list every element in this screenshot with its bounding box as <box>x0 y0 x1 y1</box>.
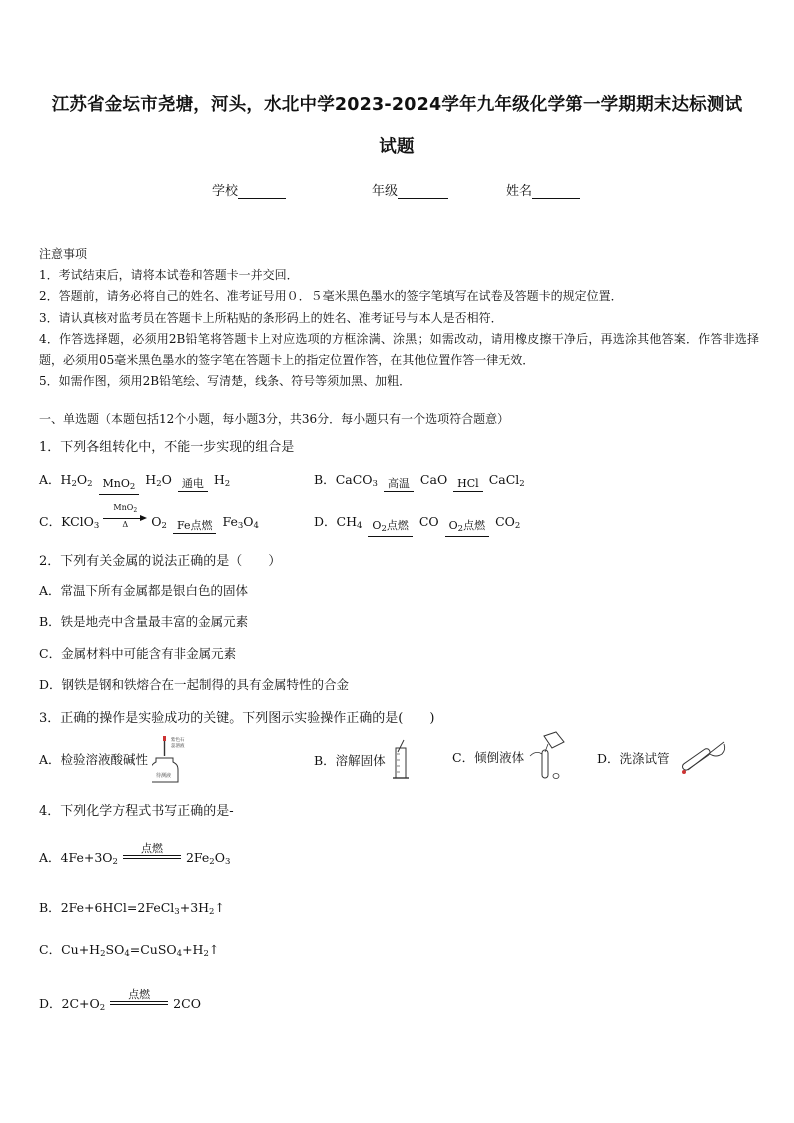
name-label: 姓名 <box>506 184 533 199</box>
svg-text:蕊溶液: 蕊溶液 <box>171 744 185 749</box>
q4-option-b[interactable]: B．$2Fe+6HCl=2FeCl_3+3H_2↑$ <box>39 900 225 917</box>
notes-block <box>39 244 759 392</box>
student-info-row <box>0 180 794 202</box>
q4-option-d[interactable]: D．$2C+O_2$ 点燃 2CO <box>39 988 201 1013</box>
q4-option-c[interactable]: C．$Cu+H_2SO_4=CuSO_4+H_2↑$ <box>39 942 220 959</box>
reaction-arrow: MnO$_2$ Δ <box>103 512 147 524</box>
reaction-arrow: HCl <box>453 478 483 492</box>
graduated-cylinder-icon <box>390 738 412 782</box>
name-field[interactable] <box>506 180 580 199</box>
grade-label: 年级 <box>372 184 399 199</box>
svg-text:紫色石: 紫色石 <box>171 738 185 743</box>
q2-option-b[interactable]: B．铁是地壳中含量最丰富的金属元素 <box>39 614 249 629</box>
question-4-stem: 4．下列化学方程式书写正确的是- <box>39 804 234 819</box>
reaction-arrow: $O_2$点燃 <box>445 520 489 537</box>
note-item: 4．作答选择题，必须用2B铅笔将答题卡上对应选项的方框涂满、涂黑；如需改动，请用橡皮擦干净后，再选涂其他答案．作答非选择题，必须用05毫米黑色墨水的签字笔在答题卡上的指定位置作答，在其他位置作答一律无效． <box>39 331 759 368</box>
note-item: 5．如需作图，须用2B铅笔绘、写清楚，线条、符号等须加黑、加粗． <box>39 374 412 389</box>
reaction-arrow: Fe点燃 <box>173 520 217 534</box>
q1-option-d[interactable]: D．$CH_4$ $O_2$点燃 CO $O_2$点燃 $CO_2$ <box>314 512 520 537</box>
q3-option-a[interactable]: A．检验溶液酸碱性 待测液 紫色石 蕊溶液 <box>39 734 198 784</box>
reaction-arrow: $O_2$点燃 <box>368 520 412 537</box>
grade-field[interactable] <box>372 180 448 199</box>
q1-option-a[interactable]: A．$H_2O_2$ MnO$_2$ $H_2O$ 通电 $H_2$ <box>39 470 230 495</box>
exam-title <box>28 84 766 168</box>
notes-heading: 注意事项 <box>39 247 88 261</box>
equation-equals-sign: 点燃 <box>110 988 168 1010</box>
q1-option-b[interactable]: B．CaCO$_3$ 高温 CaO HCl CaCl$_2$ <box>314 472 525 490</box>
question-1-stem: 1．下列各组转化中，不能一步实现的组合是 <box>39 440 295 455</box>
school-label: 学校 <box>212 184 239 199</box>
dropper-test-icon <box>152 734 198 784</box>
wash-test-tube-icon <box>674 734 728 782</box>
svg-text:待测液: 待测液 <box>156 773 172 779</box>
q4-option-a[interactable]: A．$4Fe+3O_2$ 点燃 $2Fe_2O_3$ <box>39 842 231 867</box>
q3-option-c[interactable]: C．倾倒液体 <box>452 730 570 784</box>
question-2-stem: 2．下列有关金属的说法正确的是（ ） <box>39 554 282 569</box>
question-3-stem: 3．正确的操作是实验成功的关键。下列图示实验操作正确的是( ) <box>39 711 435 726</box>
note-item: 3．请认真核对监考员在答题卡上所粘贴的条形码上的姓名、准考证号与本人是否相符． <box>39 310 503 325</box>
school-field[interactable] <box>212 180 286 199</box>
q3-option-d[interactable]: D．洗涤试管 <box>597 734 728 782</box>
q3-option-b[interactable]: B．溶解固体 <box>314 738 412 782</box>
q1-option-c[interactable]: C．KClO$_3$ MnO$_2$ Δ $O_2$ Fe点燃 $Fe_3O_4$ <box>39 503 259 532</box>
q2-option-c[interactable]: C．金属材料中可能含有非金属元素 <box>39 646 237 661</box>
section-heading: 一、单选题（本题包括12个小题，每小题3分，共36分．每小题只有一个选项符合题意） <box>39 412 510 426</box>
q2-option-a[interactable]: A．常温下所有金属都是银白色的固体 <box>39 583 249 598</box>
reaction-arrow: 高温 <box>384 478 414 492</box>
title-line-1: 江苏省金坛市尧塘，河头，水北中学2023-2024学年九年级化学第一学期期末达标测试 <box>51 95 743 115</box>
note-item: 2．答题前，请务必将自己的姓名、准考证号用０．５毫米黑色墨水的签字笔填写在试卷及答题卡的规定位置． <box>39 289 623 304</box>
title-line-2: 试题 <box>379 137 415 157</box>
reaction-arrow: 通电 <box>178 478 208 492</box>
pouring-liquid-icon <box>528 730 570 784</box>
note-item: 1．考试结束后，请将本试卷和答题卡一并交回． <box>39 268 299 283</box>
reaction-arrow: MnO$_2$ <box>99 478 140 495</box>
equation-equals-sign: 点燃 <box>123 842 181 864</box>
q2-option-d[interactable]: D．钢铁是钢和铁熔合在一起制得的具有金属特性的合金 <box>39 677 350 692</box>
